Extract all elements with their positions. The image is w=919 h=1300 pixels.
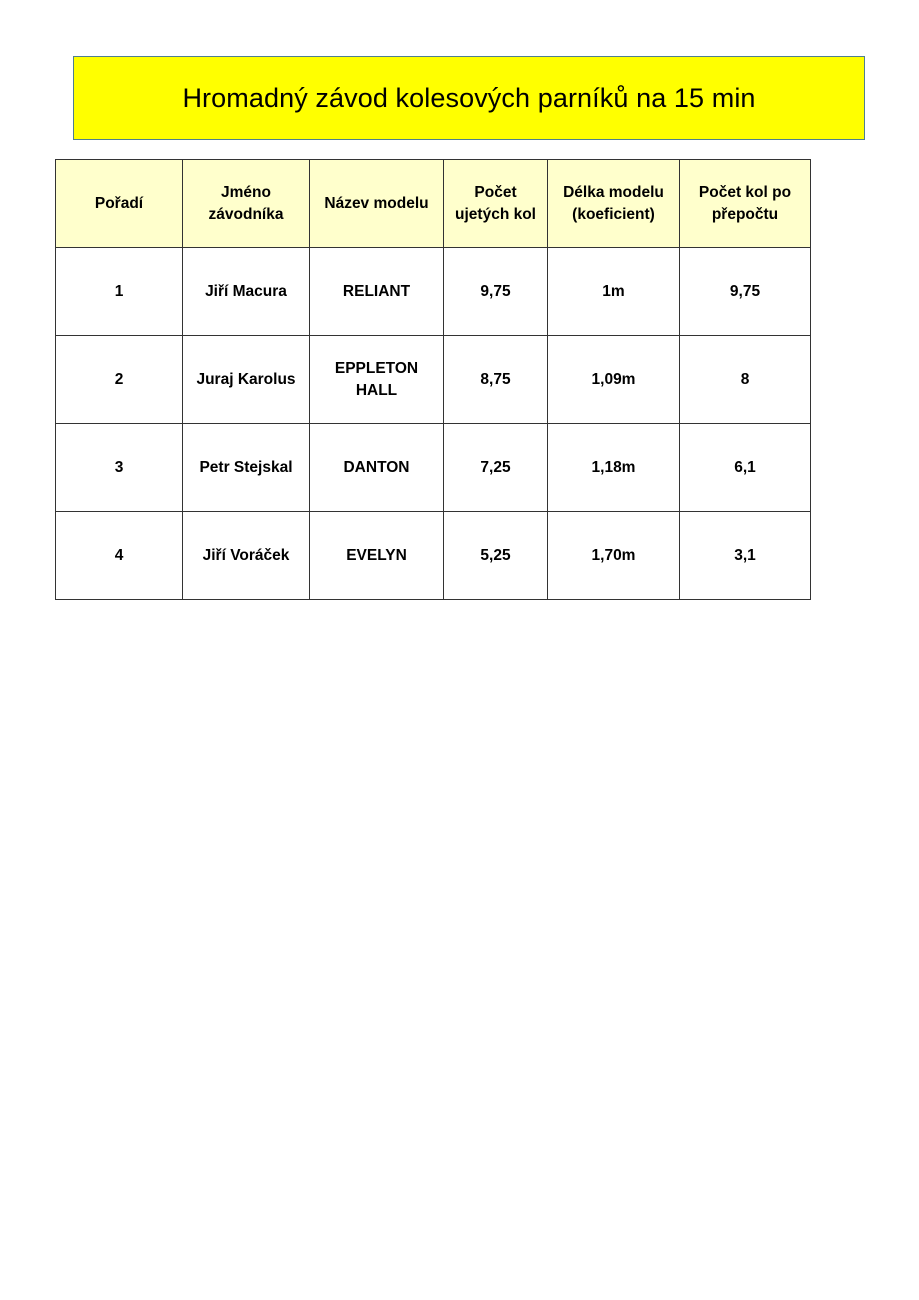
header-model-length: Délka modelu (koeficient) (548, 160, 680, 248)
table-row (56, 248, 811, 336)
cell-racer-name: Juraj Karolus (183, 336, 310, 424)
table-row (56, 336, 811, 424)
cell-adjusted-laps: 3,1 (680, 512, 811, 600)
cell-adjusted-laps: 9,75 (680, 248, 811, 336)
page-title: Hromadný závod kolesových parníků na 15 min (182, 82, 756, 113)
cell-adjusted-laps: 6,1 (680, 424, 811, 512)
cell-laps: 7,25 (444, 424, 548, 512)
header-rank: Pořadí (56, 160, 183, 248)
cell-model-length: 1,18m (548, 424, 680, 512)
title-banner (73, 56, 865, 140)
cell-model-length: 1,70m (548, 512, 680, 600)
cell-adjusted-laps: 8 (680, 336, 811, 424)
table-row (56, 424, 811, 512)
header-racer-name: Jméno závodníka (183, 160, 310, 248)
results-table (55, 159, 811, 600)
cell-racer-name: Jiří Macura (183, 248, 310, 336)
cell-model-name: EVELYN (310, 512, 444, 600)
cell-rank: 2 (56, 336, 183, 424)
cell-model-name: RELIANT (310, 248, 444, 336)
cell-model-name: EPPLETON HALL (310, 336, 444, 424)
cell-model-name: DANTON (310, 424, 444, 512)
header-model-name: Název modelu (310, 160, 444, 248)
header-adjusted-laps: Počet kol po přepočtu (680, 160, 811, 248)
cell-rank: 3 (56, 424, 183, 512)
cell-rank: 4 (56, 512, 183, 600)
cell-laps: 8,75 (444, 336, 548, 424)
table-row (56, 512, 811, 600)
cell-rank: 1 (56, 248, 183, 336)
cell-racer-name: Jiří Voráček (183, 512, 310, 600)
cell-laps: 9,75 (444, 248, 548, 336)
cell-racer-name: Petr Stejskal (183, 424, 310, 512)
cell-model-length: 1m (548, 248, 680, 336)
cell-laps: 5,25 (444, 512, 548, 600)
cell-model-length: 1,09m (548, 336, 680, 424)
header-laps: Počet ujetých kol (444, 160, 548, 248)
header-row (56, 160, 811, 248)
